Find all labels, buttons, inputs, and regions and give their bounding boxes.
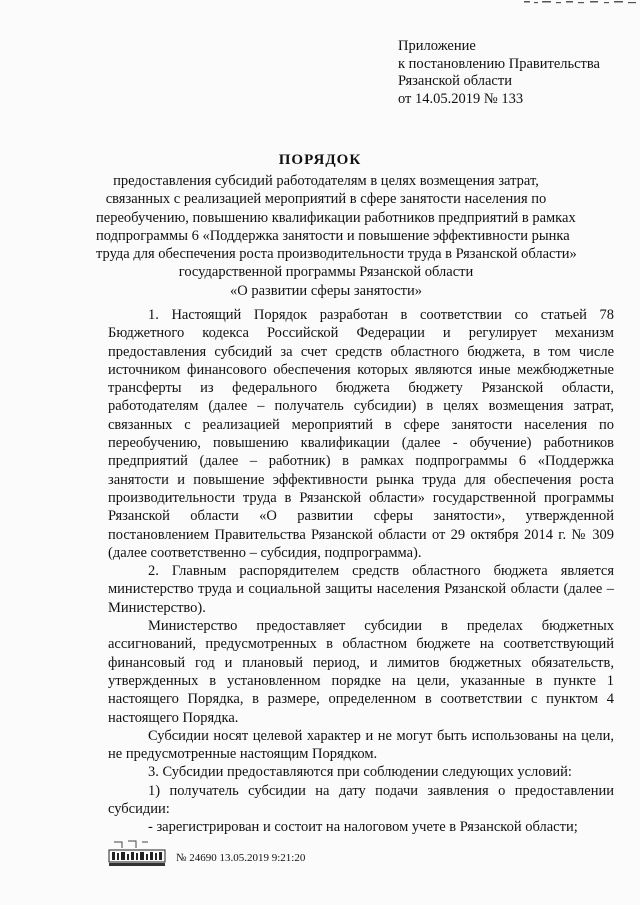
paragraph: Субсидии носят целевой характер и не могут быть использованы на цели, не предусмотренные настоящим Порядком. <box>108 727 614 763</box>
paragraph: 1) получатель субсидии на дату подачи заявления о предоставлении субсидии: <box>108 782 614 818</box>
subtitle-line: труда для обеспечения роста производительности труда в Рязанской области» <box>96 246 577 263</box>
paragraph: - зарегистрирован и состоит на налоговом учете в Рязанской области; <box>148 819 578 836</box>
subtitle-line: государственной программы Рязанской области <box>178 264 474 281</box>
document-body <box>108 306 614 837</box>
appendix-line: к постановлению Правительства <box>398 55 600 72</box>
document-title: ПОРЯДОК <box>278 152 362 168</box>
registration-number: № 24690 13.05.2019 9:21:20 <box>176 852 306 864</box>
paragraph: 3. Субсидии предоставляются при соблюдении следующих условий: <box>148 764 572 781</box>
subtitle-line: подпрограммы 6 «Поддержка занятости и повышение эффективности рынка <box>96 227 570 244</box>
paragraph: 2. Главным распорядителем средств областного бюджета является министерство труда и социальной защиты населения Рязанской области (далее – Министерство). <box>108 563 614 616</box>
registry-stamp-icon <box>108 838 168 868</box>
subtitle-line: переобучению, повышению квалификации работников предприятий в рамках <box>96 209 576 226</box>
appendix-header <box>398 38 638 108</box>
appendix-line: Приложение <box>398 38 476 54</box>
document-footer <box>108 838 628 878</box>
appendix-line: Рязанской области <box>398 73 512 89</box>
subtitle-line: предоставления субсидий работодателям в целях возмещения затрат, <box>113 173 539 189</box>
subtitle-line: связанных с реализацией мероприятий в сфере занятости населения по <box>105 191 547 208</box>
paragraph: 1. Настоящий Порядок разработан в соответствии со статьей 78 Бюджетного кодекса Российской Федерации и регулирует механизм предоставления субсидий за счет средств областного бюджета, в том числе источником финансового обеспечения которых являются иные межбюджетные трансферты из федерального бюджета бюджету Рязанской области, работодателям (далее – получатель субсидии) в целях возмещения затрат, связанных с реализацией мероприятий в сфере занятости населения по переобучению, повышению квалификации (далее - обучение) работников предприятий (далее – работник) в рамках подпрограммы 6 «Поддержка занятости и повышение эффективности рынка труда для обеспечения роста производительности труда в Рязанской области» государственной программы Рязанской области «О развитии сферы занятости», утвержденной постановлением Правительства Рязанской области от 29 октября 2014 г. № 309 (далее соответственно – субсидия, подпрограмма). <box>108 307 614 561</box>
document-subtitle <box>96 172 577 300</box>
appendix-line: от 14.05.2019 № 133 <box>398 90 524 107</box>
scan-edge-noise <box>520 0 640 8</box>
subtitle-line: «О развитии сферы занятости» <box>229 282 423 299</box>
paragraph: Министерство предоставляет субсидии в пределах бюджетных ассигнований, предусмотренных в областном бюджете на соответствующий финансовый год и плановый период, и лимитов бюджетных обязательств, утвержденных в установленном порядке на цели, указанные в пункте 1 настоящего Порядка, в размере, определенном в соответствии с пунктом 4 настоящего Порядка. <box>108 618 614 726</box>
